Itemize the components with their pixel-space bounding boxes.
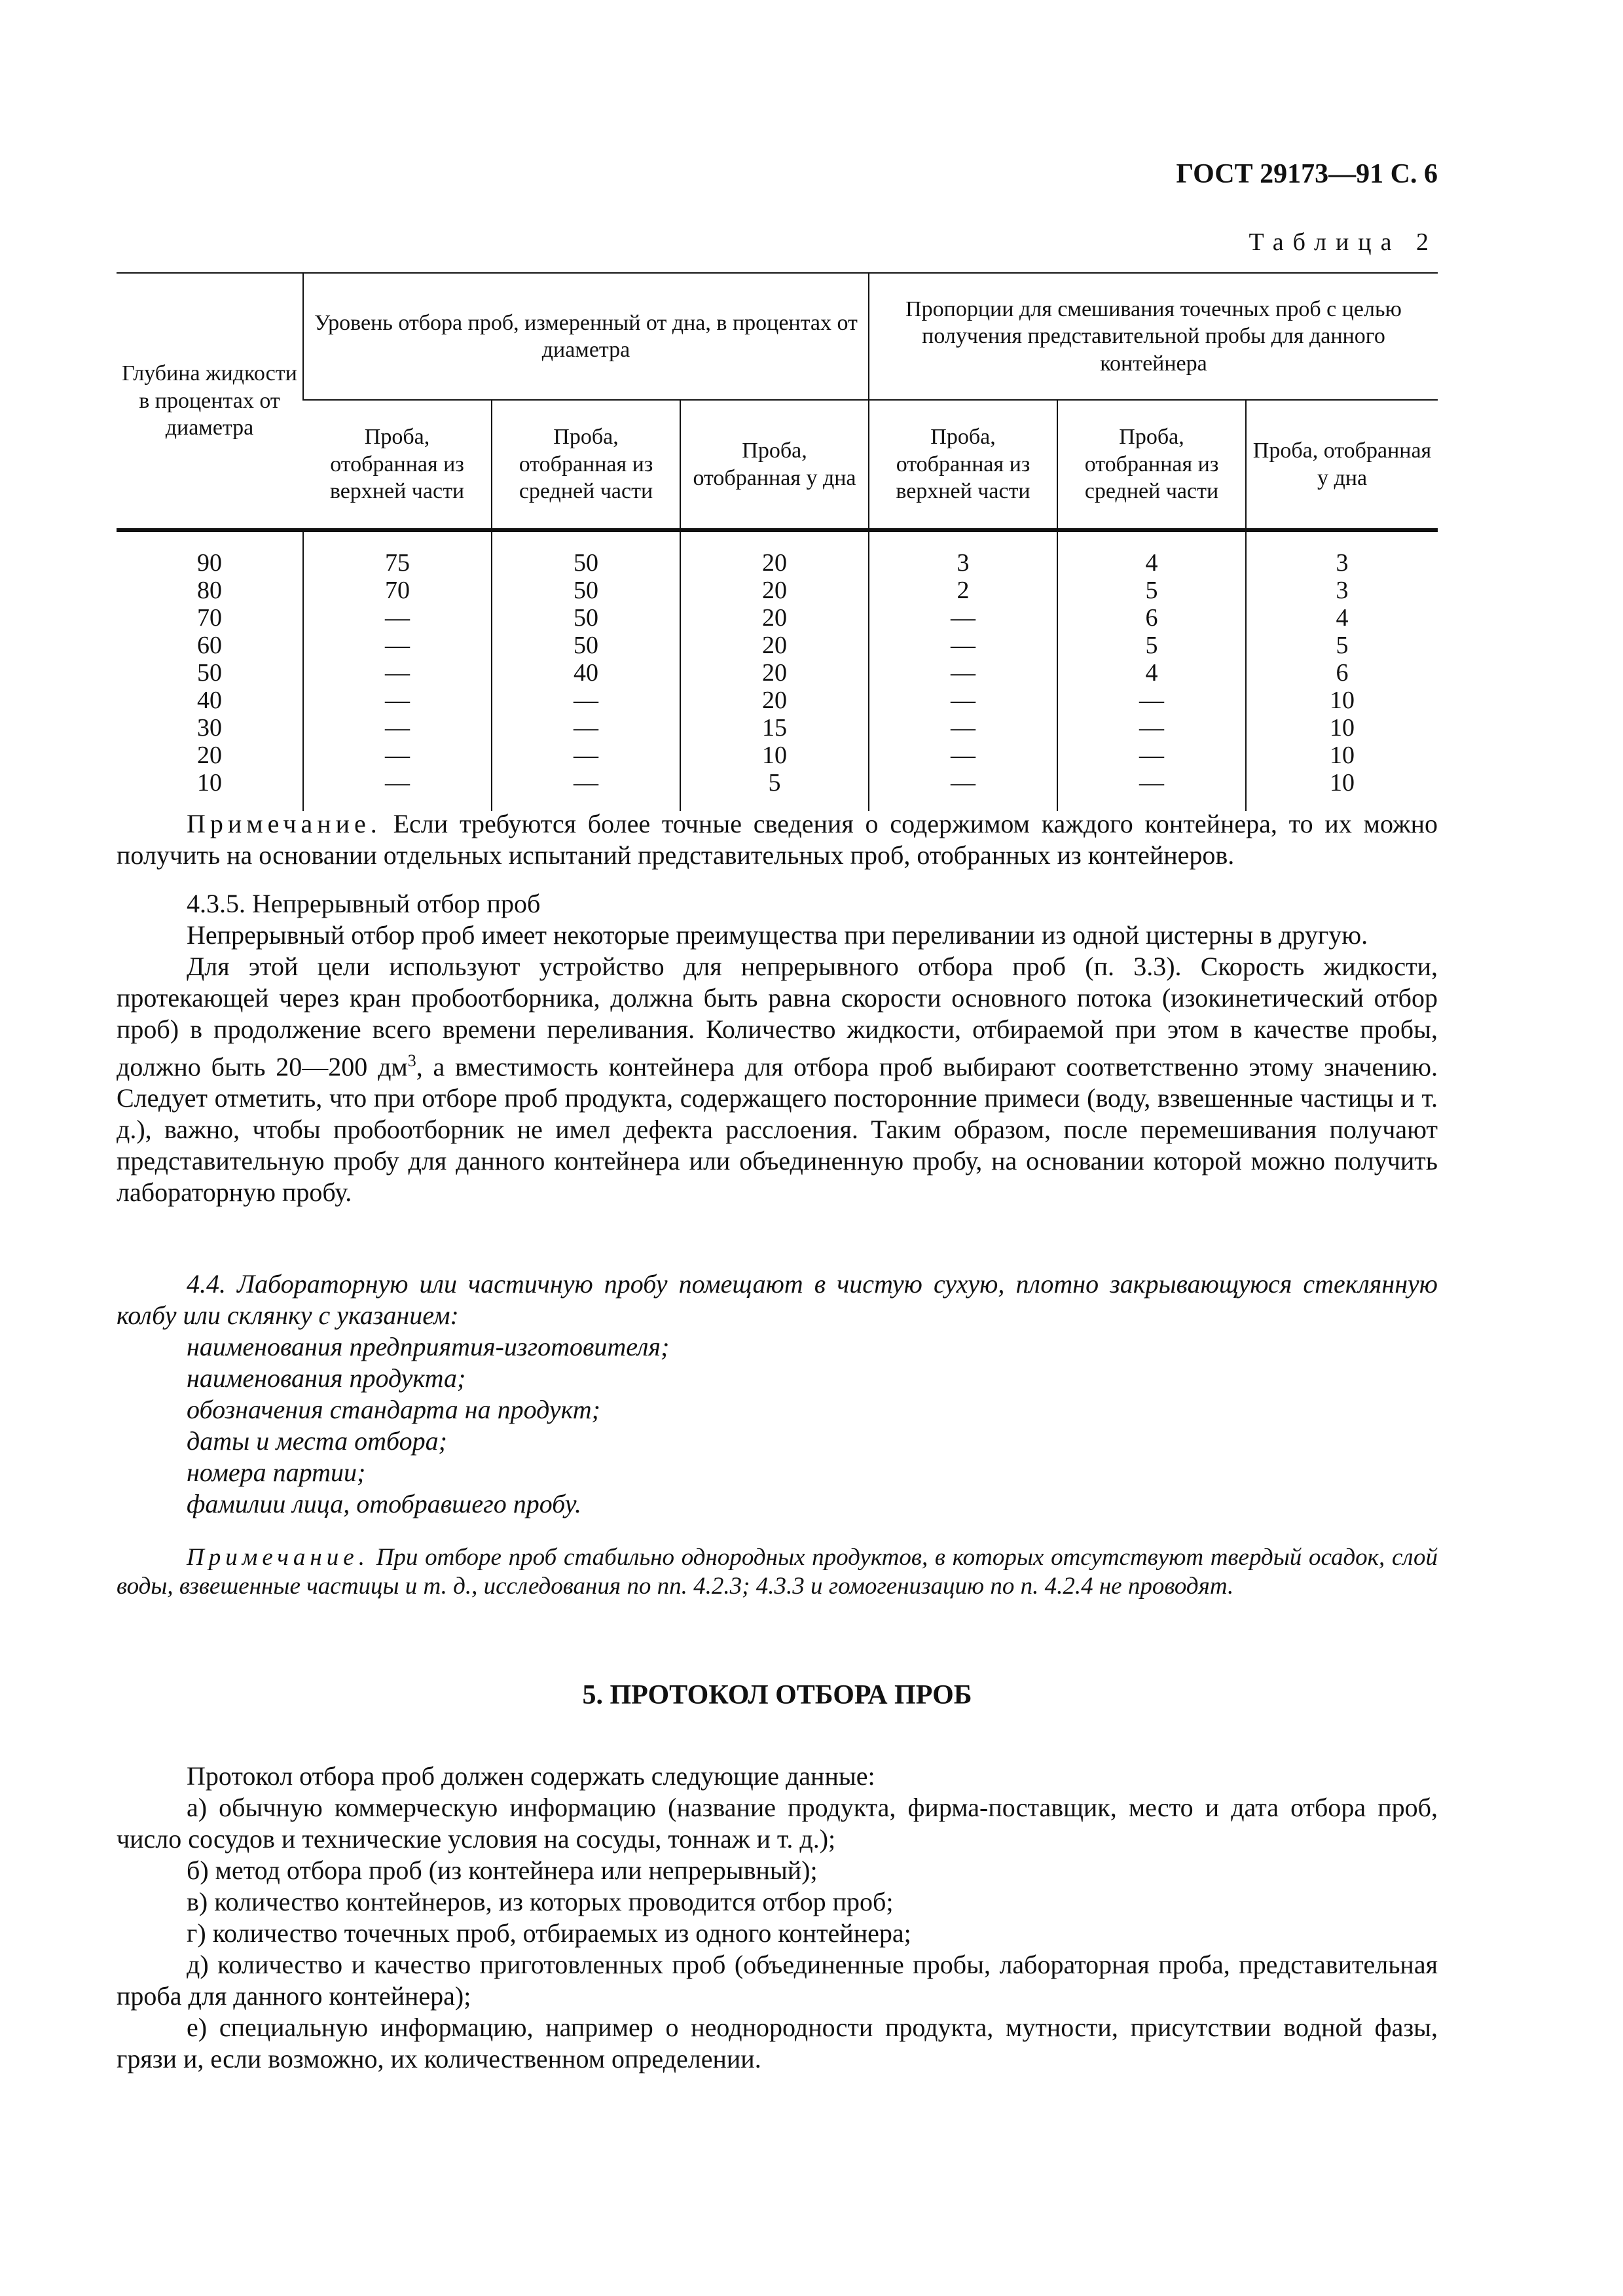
- table-cell: 10: [1246, 742, 1438, 769]
- note-text: Если требуются более точные сведения о содержимом каждого контейнера, то их можно получить на основании отдельных испытаний представительных проб, отобранных из контейнеров.: [117, 809, 1438, 870]
- note-label: Примечание.: [187, 809, 382, 838]
- table-cell: 90: [197, 549, 222, 577]
- table-cell: 5: [1057, 632, 1246, 659]
- section-5-body: [117, 1761, 1438, 2075]
- list-item: г) количество точечных проб, отбираемых из одного контейнера;: [187, 1918, 911, 1948]
- list-item: обозначения стандарта на продукт;: [187, 1395, 600, 1424]
- table-row: [117, 530, 1438, 577]
- table-cell: —: [1057, 769, 1246, 811]
- table-cell: 40: [197, 687, 222, 714]
- table-cell: —: [303, 659, 492, 687]
- list-item: фамилии лица, отобравшего пробу.: [187, 1489, 581, 1518]
- table-cell: 10: [197, 769, 222, 797]
- table-row: [117, 714, 1438, 742]
- superscript: 3: [407, 1051, 416, 1070]
- table-note: [117, 808, 1438, 871]
- table-cell: —: [303, 742, 492, 769]
- header-level-middle: Проба, отобранная из средней части: [492, 400, 680, 530]
- table-cell: 30: [197, 714, 222, 742]
- table-row: [117, 604, 1438, 632]
- table-cell: 3: [1246, 530, 1438, 577]
- section-note: [117, 1543, 1438, 1601]
- table-cell: —: [1057, 742, 1246, 769]
- note-text: При отборе проб стабильно однородных продуктов, в которых отсутствуют твердый осадок, слой воды, взвешенные частицы и т. д., исследования по пп. 4.2.3; 4.3.3 и гомогенизацию по п. 4.2.4 не проводят.: [117, 1544, 1438, 1600]
- note-label: Примечание.: [187, 1544, 369, 1571]
- table-row: [117, 632, 1438, 659]
- header-depth: Глубина жидкости в процентах от диаметра: [117, 273, 303, 530]
- table-cell: —: [303, 632, 492, 659]
- section-5-title: 5. ПРОТОКОЛ ОТБОРА ПРОБ: [582, 1680, 972, 1710]
- table-cell: 10: [680, 742, 869, 769]
- list-item: даты и места отбора;: [187, 1426, 447, 1456]
- table-cell: —: [1057, 714, 1246, 742]
- table-cell: 2: [869, 577, 1057, 604]
- table-caption: Таблица 2: [1249, 228, 1438, 256]
- paragraph-text: Для этой цели используют устройство для непрерывного отбора проб (п. 3.3). Скорость жидкости, протекающей через кран пробоотборника, должна быть равна скорости основного потока (изокинетический отбор проб) в продолжение всего времени переливания. Количество жидкости, отбираемой при этом в качестве пробы, должно быть 20—200 дм: [117, 952, 1438, 1082]
- table-cell: 6: [1057, 604, 1246, 632]
- table-cell: 10: [1246, 714, 1438, 742]
- document-reference: ГОСТ 29173—91 С. 6: [1176, 159, 1438, 189]
- table-cell: —: [492, 742, 680, 769]
- header-mixing-proportions: Пропорции для смешивания точечных проб с целью получения представительной пробы для данного контейнера: [869, 273, 1438, 400]
- table-cell: 50: [492, 604, 680, 632]
- table-cell: —: [869, 659, 1057, 687]
- table-cell: 20: [680, 687, 869, 714]
- table-row: [117, 659, 1438, 687]
- table-cell: 20: [680, 577, 869, 604]
- section-heading: 4.3.5. Непрерывный отбор проб: [187, 889, 541, 918]
- header-sampling-level: Уровень отбора проб, измеренный от дна, в процентах от диаметра: [303, 273, 869, 400]
- sampling-table: [117, 272, 1438, 811]
- table-row: [117, 742, 1438, 769]
- list-item: номера партии;: [187, 1458, 366, 1487]
- table-cell: 5: [680, 769, 869, 811]
- list-item: в) количество контейнеров, из которых проводится отбор проб;: [187, 1887, 894, 1916]
- table-cell: 50: [492, 632, 680, 659]
- section-4-3-5: [117, 888, 1438, 1208]
- list-item: б) метод отбора проб (из контейнера или непрерывный);: [187, 1856, 818, 1885]
- table-cell: 20: [680, 530, 869, 577]
- list-item: наименования продукта;: [187, 1363, 466, 1393]
- table-cell: —: [303, 769, 492, 811]
- table-cell: 5: [1246, 632, 1438, 659]
- table-row: [117, 687, 1438, 714]
- table-cell: 50: [197, 659, 222, 687]
- table-cell: 20: [197, 742, 222, 769]
- table-cell: —: [492, 714, 680, 742]
- table-cell: —: [1057, 687, 1246, 714]
- table-cell: 3: [869, 530, 1057, 577]
- table-cell: —: [303, 714, 492, 742]
- header-proportion-bottom: Проба, отобранная у дна: [1246, 400, 1438, 530]
- paragraph: 4.4. Лабораторную или частичную пробу помещают в чистую сухую, плотно закрывающуюся стеклянную колбу или склянку с указанием:: [117, 1269, 1438, 1330]
- table-cell: 75: [303, 530, 492, 577]
- paragraph: Протокол отбора проб должен содержать следующие данные:: [187, 1761, 875, 1791]
- table-cell: 40: [492, 659, 680, 687]
- list-item: е) специальную информацию, например о неоднородности продукта, мутности, присутствии водной фазы, грязи и, если возможно, их количественном определении.: [117, 2013, 1438, 2073]
- table-cell: 60: [197, 632, 222, 659]
- table-cell: 80: [197, 577, 222, 604]
- paragraph: Непрерывный отбор проб имеет некоторые преимущества при переливании из одной цистерны в другую.: [187, 920, 1368, 950]
- table-cell: 6: [1246, 659, 1438, 687]
- paragraph: [117, 951, 1438, 1208]
- table-cell: —: [869, 714, 1057, 742]
- table-cell: 50: [492, 577, 680, 604]
- table-row: [117, 577, 1438, 604]
- list-item: а) обычную коммерческую информацию (название продукта, фирма-поставщик, место и дата отбора проб, число сосудов и технические условия на сосуды, тоннаж и т. д.);: [117, 1793, 1438, 1854]
- table-cell: —: [303, 604, 492, 632]
- table-cell: 4: [1246, 604, 1438, 632]
- header-proportion-top: Проба, отобранная из верхней части: [869, 400, 1057, 530]
- table-cell: 20: [680, 632, 869, 659]
- table-row: [117, 769, 1438, 811]
- table-cell: 5: [1057, 577, 1246, 604]
- table-cell: —: [869, 769, 1057, 811]
- table-cell: 10: [1246, 769, 1438, 811]
- table-cell: 4: [1057, 659, 1246, 687]
- list-item: наименования предприятия-изготовителя;: [187, 1332, 670, 1361]
- table-cell: 70: [197, 604, 222, 632]
- header-level-top: Проба, отобранная из верхней части: [303, 400, 492, 530]
- table-cell: 3: [1246, 577, 1438, 604]
- header-proportion-middle: Проба, отобранная из средней части: [1057, 400, 1246, 530]
- table-cell: 10: [1246, 687, 1438, 714]
- table-cell: 4: [1057, 530, 1246, 577]
- section-4-4: [117, 1268, 1438, 1520]
- table-cell: 20: [680, 604, 869, 632]
- table-cell: 20: [680, 659, 869, 687]
- table-cell: —: [869, 604, 1057, 632]
- table-cell: —: [492, 769, 680, 811]
- table-cell: —: [869, 742, 1057, 769]
- table-cell: 15: [680, 714, 869, 742]
- table-cell: —: [869, 632, 1057, 659]
- table-cell: 70: [303, 577, 492, 604]
- table-cell: 50: [492, 530, 680, 577]
- list-item: д) количество и качество приготовленных проб (объединенные пробы, лабораторная проба, представительная проба для данного контейнера);: [117, 1950, 1438, 2011]
- table-cell: —: [303, 687, 492, 714]
- table-cell: —: [869, 687, 1057, 714]
- paragraph-text: , а вместимость контейнера для отбора проб выбирают соответственно этому значению. Следует отметить, что при отборе проб продукта, содержащего посторонние примеси (воду, взвешенные частицы и т. д.), важно, чтобы пробоотборник не имел дефекта расслоения. Таким образом, после перемешивания получают представительную пробу для данного контейнера или объединенную пробу, на основании которой можно получить лабораторную пробу.: [117, 1052, 1438, 1208]
- table-cell: —: [492, 687, 680, 714]
- header-level-bottom: Проба, отобранная у дна: [680, 400, 869, 530]
